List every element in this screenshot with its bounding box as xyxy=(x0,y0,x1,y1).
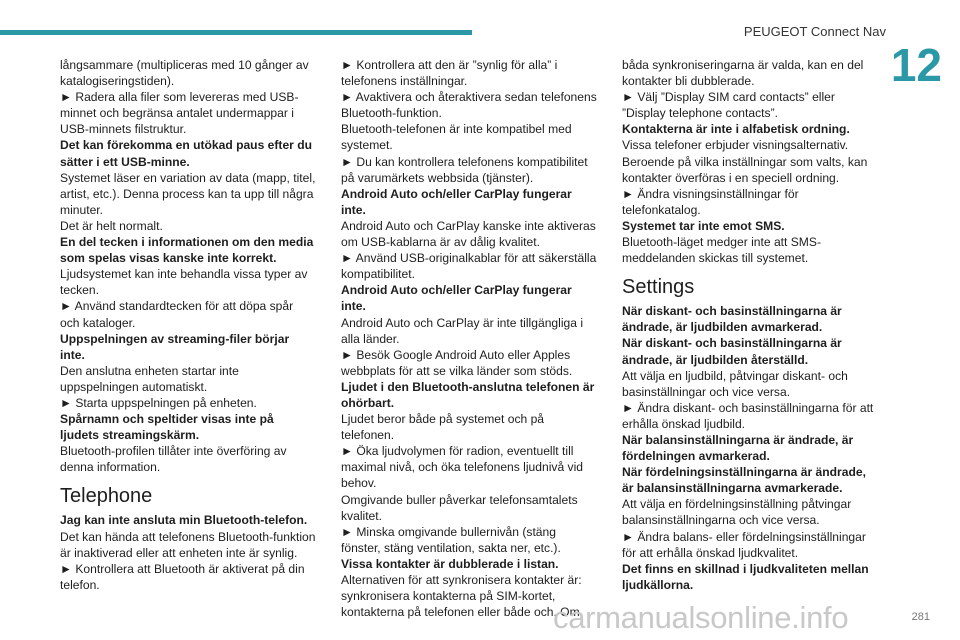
paragraph: båda synkroniseringarna är valda, kan en del kontakter bli dubblerade. xyxy=(622,58,864,89)
text-column-1 xyxy=(60,57,316,593)
paragraph: Alternativen för att synkronisera kontakter är: synkronisera kontakterna på SIM-kortet, kontakterna på telefonen eller både och. Om xyxy=(341,573,582,620)
problem-statement: Vissa kontakter är dubblerade i listan. xyxy=(341,556,559,571)
watermark: carmanualsonline.info xyxy=(553,600,849,635)
paragraph: Systemet läser en variation av data (mapp, titel, artist, etc.). Denna process kan ta upp till några minuter. xyxy=(60,170,316,217)
chapter-number: 12 xyxy=(890,39,942,91)
header-title: PEUGEOT Connect Nav xyxy=(743,24,886,39)
problem-statement: Uppspelningen av streaming-filer börjar inte. xyxy=(60,331,290,362)
section-heading: Settings xyxy=(622,276,695,299)
problem-statement: Systemet tar inte emot SMS. xyxy=(622,218,785,233)
paragraph: ► Radera alla filer som levereras med USB-minnet och begränsa antalet undermappar i USB-minnets filstruktur. xyxy=(60,90,299,137)
problem-statement: Ljudet i den Bluetooth-anslutna telefonen är ohörbart. xyxy=(341,379,595,410)
paragraph: ► Besök Google Android Auto eller Apples webbplats för att se vilka länder som stöds. xyxy=(341,347,573,378)
paragraph: ► Avaktivera och återaktivera sedan telefonens Bluetooth-funktion. xyxy=(341,90,597,121)
paragraph: Android Auto och CarPlay kanske inte aktiveras om USB-kablarna är av dålig kvalitet. xyxy=(341,218,596,250)
problem-statement: Kontakterna är inte i alfabetisk ordning. xyxy=(622,122,850,137)
page-number: 281 xyxy=(911,611,930,623)
problem-statement: Android Auto och/eller CarPlay fungerar inte. xyxy=(341,186,572,217)
paragraph: ► Kontrollera att den är ”synlig för alla” i telefonens inställningar. xyxy=(341,58,558,89)
problem-statement: Android Auto och/eller CarPlay fungerar inte. xyxy=(341,283,572,314)
paragraph: ► Ändra diskant- och basinställningarna för att erhålla önskad ljudbild. xyxy=(622,400,874,431)
paragraph: ► Ändra balans- eller fördelningsinställningar för att erhålla önskad ljudkvalitet. xyxy=(622,529,866,560)
problem-statement: När diskant- och basinställningarna är ändrade, är ljudbilden avmarkerad. xyxy=(622,304,842,335)
paragraph: ► Kontrollera att Bluetooth är aktiverat på din telefon. xyxy=(60,561,305,592)
section-heading: Telephone xyxy=(60,485,153,508)
paragraph: ► Öka ljudvolymen för radion, eventuellt till maximal nivå, och öka telefonens ljudnivå vid behov. xyxy=(341,444,584,491)
paragraph: Ljudsystemet kan inte behandla vissa typer av tecken. xyxy=(60,267,308,298)
paragraph: Att välja en ljudbild, påtvingar diskant- och basinställningar och vice versa. xyxy=(622,368,848,399)
paragraph: Android Auto och CarPlay är inte tillgängliga i alla länder. xyxy=(341,315,584,346)
paragraph: ► Ändra visningsinställningar för telefonkatalog. xyxy=(622,186,799,217)
paragraph: Bluetooth-profilen tillåter inte överföring av denna information. xyxy=(60,444,287,475)
paragraph: Omgivande buller påverkar telefonsamtalets kvalitet. xyxy=(341,492,578,523)
paragraph: Det är helt normalt. xyxy=(60,218,163,233)
problem-statement: Spårnamn och speltider visas inte på ljudets streamingskärm. xyxy=(60,412,274,443)
problem-statement: Det finns en skillnad i ljudkvaliteten mellan ljudkällorna. xyxy=(622,561,869,592)
problem-statement: Det kan förekomma en utökad paus efter du sätter i ett USB-minne. xyxy=(60,138,313,169)
paragraph: Vissa telefoner erbjuder visningsalternativ. Beroende på vilka inställningar som valts, kan kontakter överföras i en speciell ordning. xyxy=(622,138,868,185)
paragraph: ► Starta uppspelningen på enheten. xyxy=(60,395,257,410)
paragraph: Ljudet beror både på systemet och på telefonen. xyxy=(341,412,545,443)
problem-statement: När diskant- och basinställningarna är ändrade, är ljudbilden återställd. xyxy=(622,336,842,367)
paragraph: Den anslutna enheten startar inte uppspelningen automatiskt. xyxy=(60,363,239,394)
text-column-2 xyxy=(341,57,597,620)
paragraph: långsammare (multipliceras med 10 gånger av katalogiseringstiden). xyxy=(60,58,309,89)
problem-statement: En del tecken i informationen om den media som spelas visas kanske inte korrekt. xyxy=(60,235,314,266)
problem-statement: När fördelningsinställningarna är ändrade, är balansinställningarna avmarkerade. xyxy=(622,465,866,496)
paragraph: Bluetooth-telefonen är inte kompatibel med systemet. xyxy=(341,122,572,153)
problem-statement: När balansinställningarna är ändrade, är fördelningen avmarkerad. xyxy=(622,432,854,464)
paragraph: Att välja en fördelningsinställning påtvingar balansinställningarna och vice versa. xyxy=(622,497,852,528)
paragraph: Bluetooth-läget medger inte att SMS-meddelanden skickas till systemet. xyxy=(622,235,821,266)
paragraph: ► Använd standardtecken för att döpa spår och kataloger. xyxy=(60,299,294,330)
paragraph: ► Använd USB-originalkablar för att säkerställa kompatibilitet. xyxy=(341,251,597,282)
paragraph: Det kan hända att telefonens Bluetooth-funktion är inaktiverad eller att enheten inte är synlig. xyxy=(60,529,316,560)
text-column-3 xyxy=(622,57,878,593)
paragraph: ► Minska omgivande bullernivån (stäng fönster, stäng ventilation, sakta ner, etc.). xyxy=(341,524,561,555)
paragraph: ► Du kan kontrollera telefonens kompatibilitet på varumärkets webbsida (tjänster). xyxy=(341,154,588,185)
paragraph: ► Välj ”Display SIM card contacts” eller ”Display telephone contacts”. xyxy=(622,90,835,121)
problem-statement: Jag kan inte ansluta min Bluetooth-telefon. xyxy=(60,513,308,528)
header-accent-bar xyxy=(0,30,472,35)
